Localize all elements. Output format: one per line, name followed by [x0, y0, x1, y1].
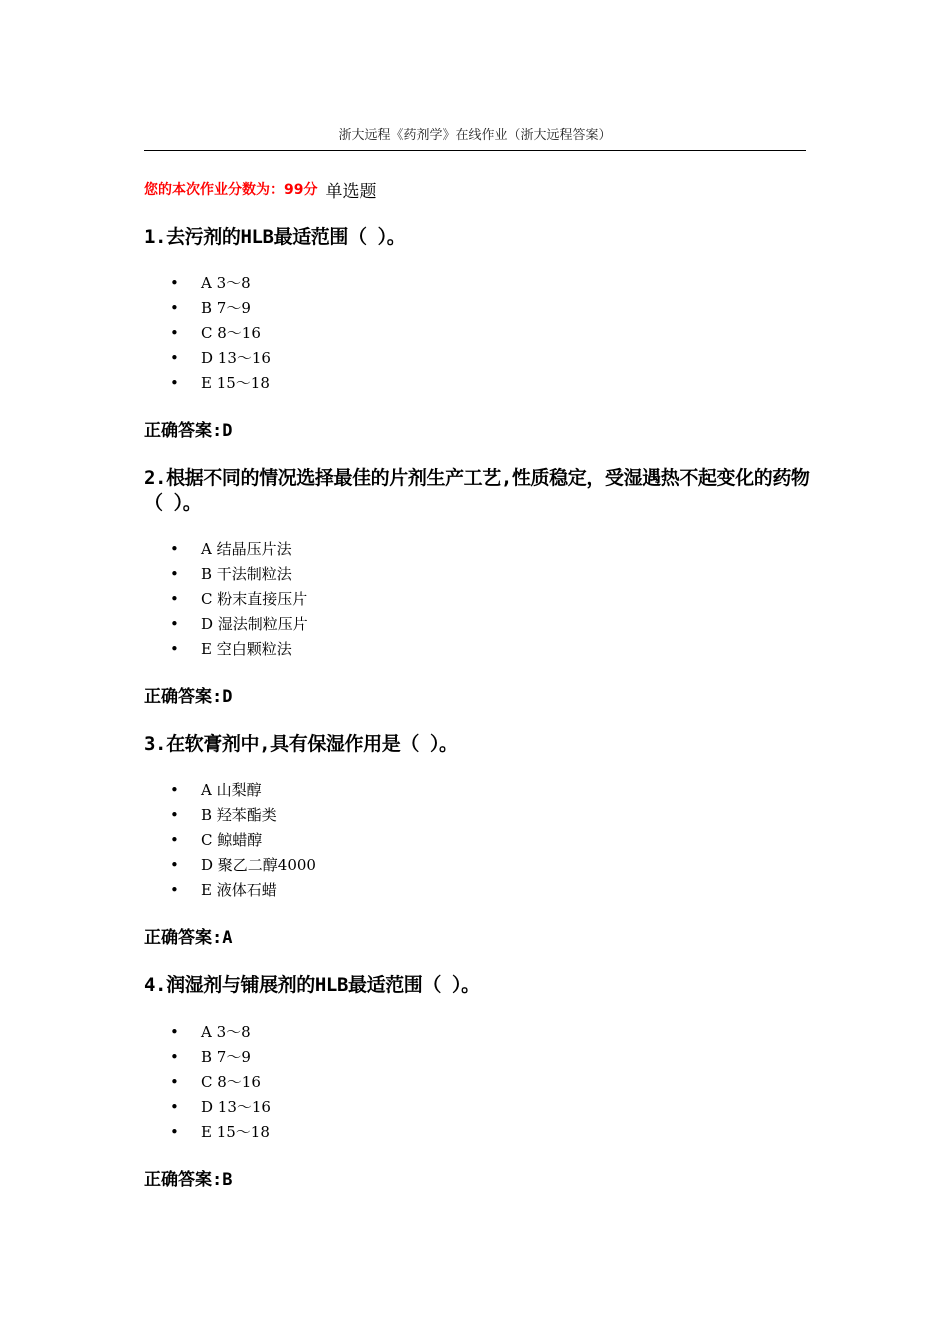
- question-1-option-d: • D 13～16: [170, 346, 271, 371]
- question-2-text: 2.根据不同的情况选择最佳的片剂生产工艺,性质稳定，受湿遇热不起变化的药物（ ）。: [144, 467, 810, 514]
- question-type-label: 单选题: [325, 181, 377, 202]
- question-2-option-e: • E 空白颗粒法: [170, 637, 308, 662]
- question-2-option-b: • B 干法制粒法: [170, 562, 308, 587]
- score-line: [144, 178, 376, 200]
- header-divider: [144, 150, 806, 151]
- question-4-answer: 正确答案:B: [144, 1170, 233, 1190]
- question-4-text: 4.润湿剂与铺展剂的HLB最适范围（ ）。: [144, 974, 480, 996]
- question-4-option-a: • A 3～8: [170, 1020, 271, 1045]
- question-3-option-b: • B 羟苯酯类: [170, 803, 316, 828]
- question-3-text: 3.在软膏剂中,具有保湿作用是（ ）。: [144, 733, 458, 755]
- question-4-options: [170, 1020, 271, 1145]
- score-text: 您的本次作业分数为：99分: [144, 182, 318, 198]
- question-1-option-c: • C 8～16: [170, 321, 271, 346]
- question-3-option-c: • C 鲸蜡醇: [170, 828, 316, 853]
- question-2-answer: 正确答案:D: [144, 687, 233, 707]
- question-3-answer: 正确答案:A: [144, 928, 233, 948]
- question-2-option-d: • D 湿法制粒压片: [170, 612, 308, 637]
- question-3-options: [170, 778, 316, 903]
- question-2-options: [170, 537, 308, 662]
- question-3-option-e: • E 液体石蜡: [170, 878, 316, 903]
- question-4-option-e: • E 15～18: [170, 1120, 271, 1145]
- question-1-option-a: • A 3～8: [170, 271, 271, 296]
- question-2-option-a: • A 结晶压片法: [170, 537, 308, 562]
- question-1-options: [170, 271, 271, 396]
- question-4-option-d: • D 13～16: [170, 1095, 271, 1120]
- question-1-option-b: • B 7～9: [170, 296, 271, 321]
- question-1-answer: 正确答案:D: [144, 421, 233, 441]
- question-3-option-d: • D 聚乙二醇4000: [170, 853, 316, 878]
- question-3-option-a: • A 山梨醇: [170, 778, 316, 803]
- question-4-option-c: • C 8～16: [170, 1070, 271, 1095]
- page-header-title: 浙大远程《药剂学》在线作业（浙大远程答案）: [338, 128, 612, 143]
- question-1-text: 1.去污剂的HLB最适范围（ ）。: [144, 226, 406, 248]
- question-2-option-c: • C 粉末直接压片: [170, 587, 308, 612]
- question-4-option-b: • B 7～9: [170, 1045, 271, 1070]
- question-1-option-e: • E 15～18: [170, 371, 271, 396]
